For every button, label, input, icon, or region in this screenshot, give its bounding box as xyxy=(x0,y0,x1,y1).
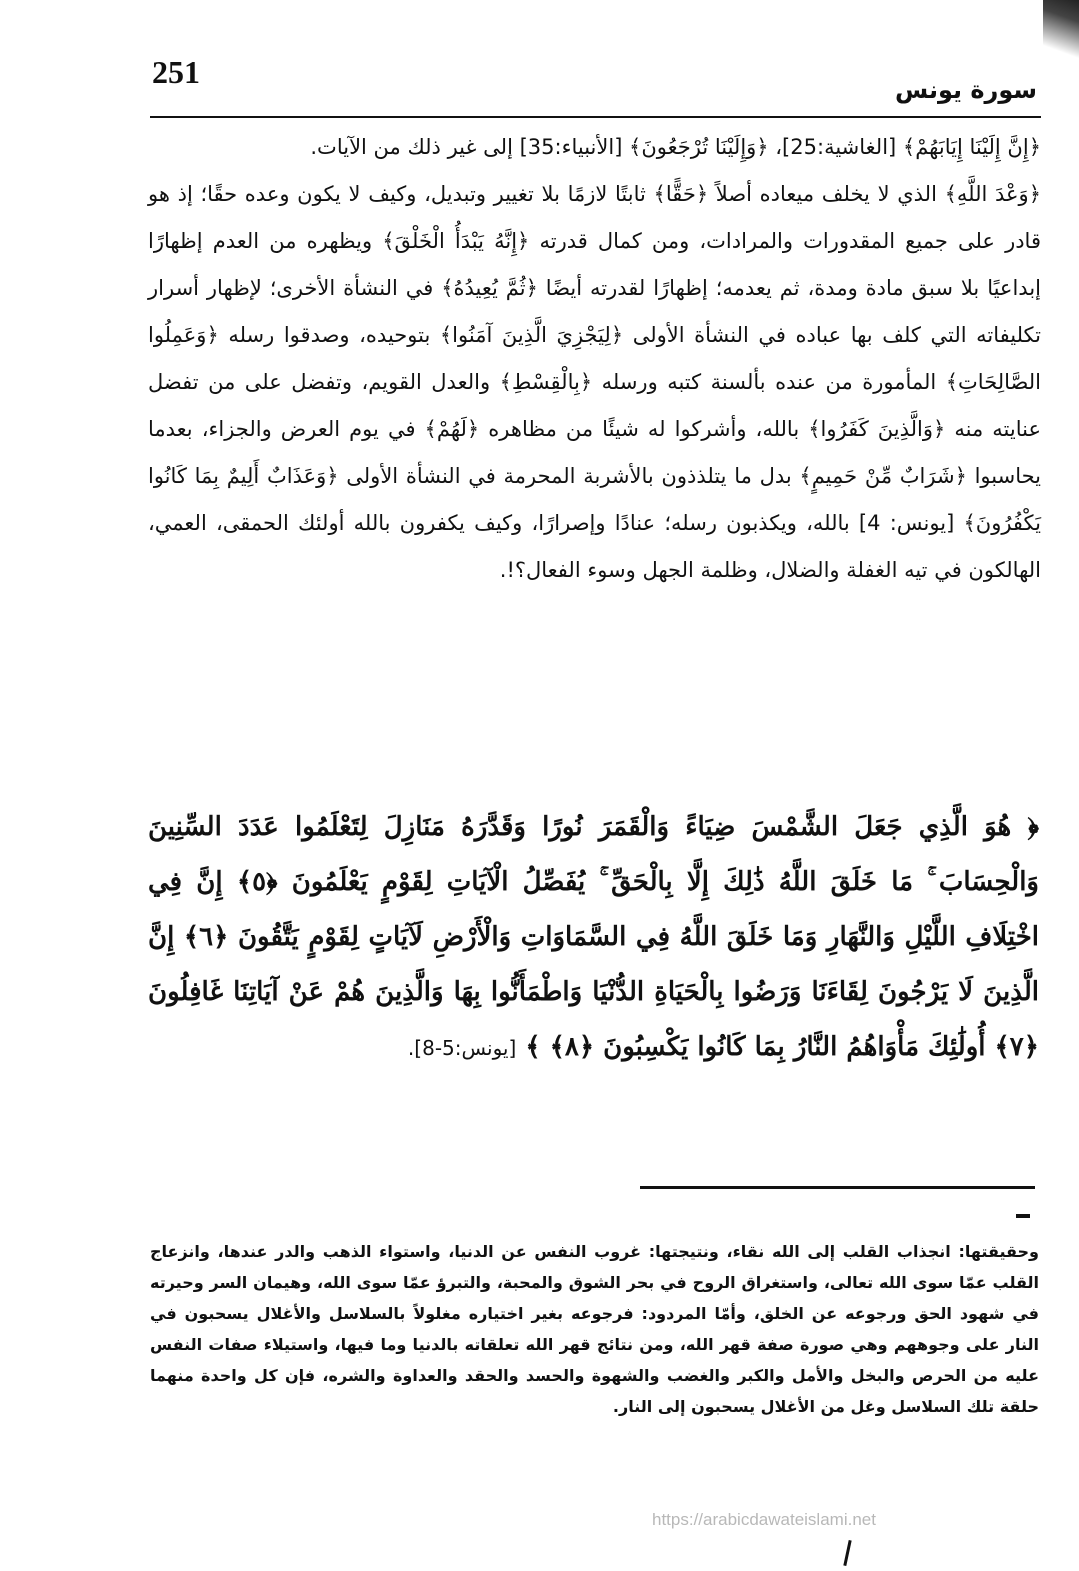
commentary-body xyxy=(148,124,1041,594)
scan-artifact xyxy=(843,1540,851,1566)
scan-edge-shadow xyxy=(1043,0,1079,60)
footnote-divider xyxy=(640,1186,1035,1189)
header-rule xyxy=(150,116,1041,118)
paragraph: ﴿إِنَّ إِلَيْنَا إِيَابَهُمْ﴾ [الغاشية:25]، ﴿وَإِلَيْنَا تُرْجَعُونَ﴾ [الأنبياء:35] إلى غير ذلك من الآيات. xyxy=(310,135,1041,159)
footnote-marker xyxy=(1016,1214,1030,1218)
paragraph: ﴿وَعْدَ اللَّهِ﴾ الذي لا يخلف ميعاده أصلاً ﴿حَقًّا﴾ ثابتًا لازمًا بلا تغيير وتبديل، وكيف لا يكون وعده حقًا؛ إذ هو قادر على جميع المقدورات والمرادات، ومن كمال قدرته ﴿إِنَّهُ يَبْدَأُ الْخَلْقَ﴾ ويظهره من العدم إظهارًا إبداعيًا بلا سبق مادة ومدة، ثم يعدمه؛ إظهارًا لقدرته أيضًا ﴿ثُمَّ يُعِيدُهُ﴾ في النشأة الأخرى؛ لإظهار أسرار تكليفاته التي كلف بها عباده في النشأة الأولى ﴿لِيَجْزِيَ الَّذِينَ آمَنُوا﴾ بتوحيده، وصدقوا رسله ﴿وَعَمِلُوا الصَّالِحَاتِ﴾ المأمورة من عنده بألسنة كتبه ورسله ﴿بِالْقِسْطِ﴾ والعدل القويم، وتفضل على من تفضل عنايته منه ﴿وَالَّذِينَ كَفَرُوا﴾ بالله، وأشركوا له شيئًا من مظاهره ﴿لَهُمْ﴾ في يوم العرض والجزاء، بعدما يحاسبوا ﴿شَرَابٌ مِّنْ حَمِيمٍ﴾ بدل ما يتلذذون بالأشربة المحرمة في النشأة الأولى ﴿وَعَذَابٌ أَلِيمٌ بِمَا كَانُوا يَكْفُرُونَ﴾ [يونس: 4] بالله، ويكذبون رسله؛ عنادًا وإصرارًا، وكيف يكفرون بالله أولئك الحمقى، العمي، الهالكون في تيه الغفلة والضلال، وظلمة الجهل وسوء الفعال؟!. xyxy=(148,182,1041,582)
watermark-url: https://arabicdawateislami.net xyxy=(652,1510,876,1529)
footnote-text: وحقيقتها: انجذاب القلب إلى الله نقاء، ونتيجتها: غروب النفس عن الدنيا، واستواء الذهب والدر عندها، وانزعاج القلب عمّا سوى الله تعالى، واستغراق الروح في بحر الشوق والمحبة، والتبرؤ عمّا سوى الله، وهيمان السر وحيرته في شهود الحق ورجوعه عن الخلق، وأمّا المردود: فرجوعه بغير اختياره مغلولاً بالسلاسل والأغلال يسحبون في النار على وجوههم وهي صورة صفة قهر الله، ومن نتائج قهر الله تعلقاته بالدنيا وما فيها، واستيلاء صفات النفس عليه من الحرص والبخل والأمل والكبر والغضب والشهوة والحسد والحقد والعداوة والشره، فإن كل واحدة منهما حلقة تلك السلاسل وغل من الأغلال يسحبون إلى النار. xyxy=(150,1242,1039,1416)
page-number: 251 xyxy=(152,54,200,90)
verse-reference: [يونس:5-8]. xyxy=(407,1036,517,1060)
surah-title: سورة يونس xyxy=(895,76,1037,104)
quran-verses xyxy=(148,800,1039,1076)
footnote xyxy=(150,1236,1039,1422)
verse-text: ﴿ هُوَ الَّذِي جَعَلَ الشَّمْسَ ضِيَاءً وَالْقَمَرَ نُورًا وَقَدَّرَهُ مَنَازِلَ لِتَعْلَمُوا عَدَدَ السِّنِينَ وَالْحِسَابَ ۚ مَا خَلَقَ اللَّهُ ذَٰلِكَ إِلَّا بِالْحَقِّ ۚ يُفَصِّلُ الْآيَاتِ لِقَوْمٍ يَعْلَمُونَ ﴿٥﴾ إِنَّ فِي اخْتِلَافِ اللَّيْلِ وَالنَّهَارِ وَمَا خَلَقَ اللَّهُ فِي السَّمَاوَاتِ وَالْأَرْضِ لَآيَاتٍ لِقَوْمٍ يَتَّقُونَ ﴿٦﴾ إِنَّ الَّذِينَ لَا يَرْجُونَ لِقَاءَنَا وَرَضُوا بِالْحَيَاةِ الدُّنْيَا وَاطْمَأَنُّوا بِهَا وَالَّذِينَ هُمْ عَنْ آيَاتِنَا غَافِلُونَ ﴿٧﴾ أُولَٰئِكَ مَأْوَاهُمُ النَّارُ بِمَا كَانُوا يَكْسِبُونَ ﴿٨﴾ ﴾ xyxy=(148,812,1039,1062)
